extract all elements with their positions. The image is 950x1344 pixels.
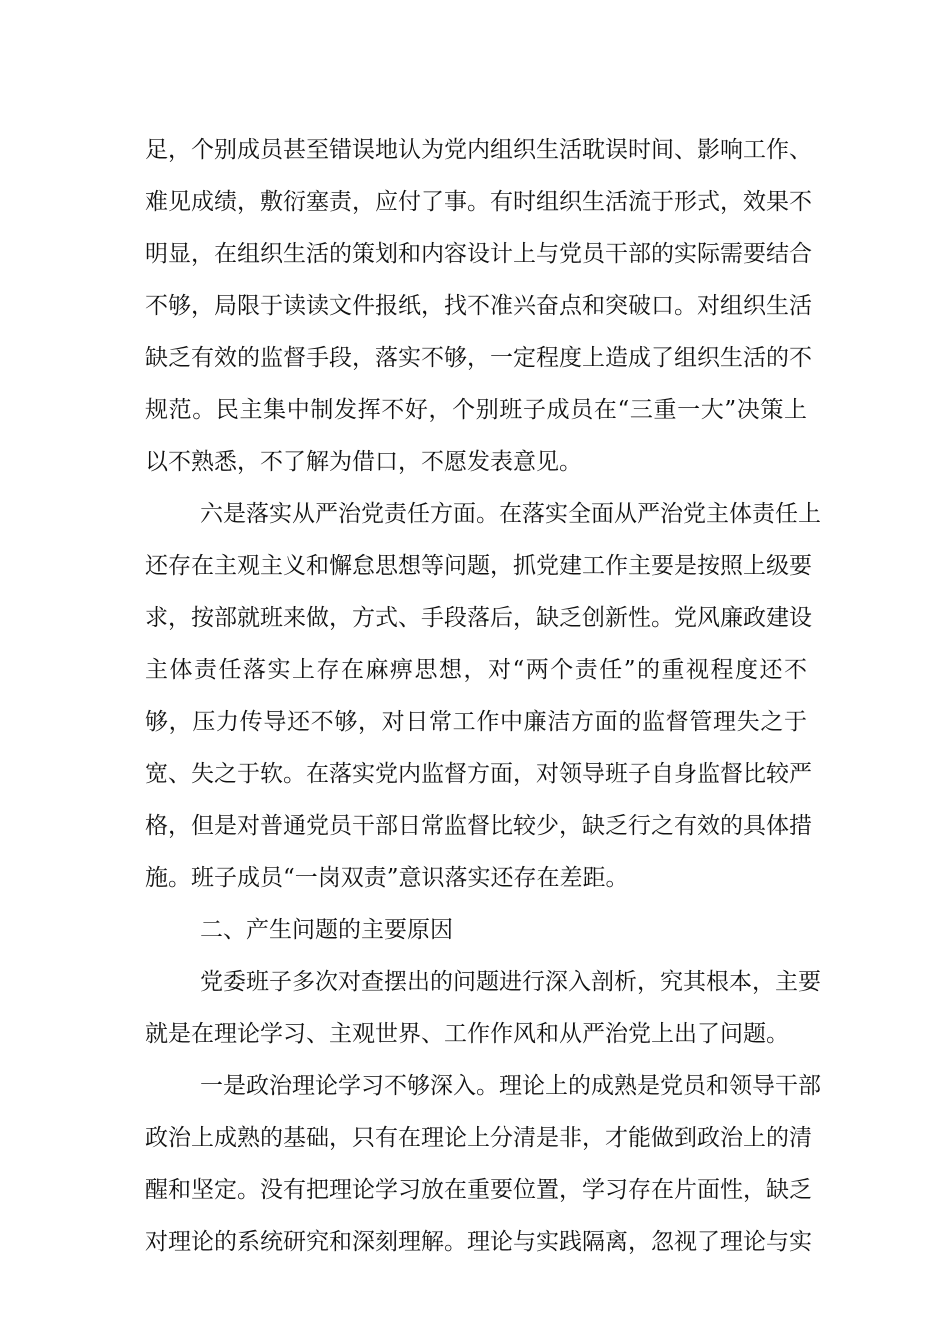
text-line: 难见成绩，敷衍塞责，应付了事。有时组织生活流于形式，效果不 xyxy=(145,189,812,215)
text-line: 格，但是对普通党员干部日常监督比较少，缺乏行之有效的具体措 xyxy=(145,813,812,839)
text-line: 就是在理论学习、主观世界、工作作风和从严治党上出了问题。 xyxy=(145,1021,789,1047)
text-line: 以不熟悉，不了解为借口，不愿发表意见。 xyxy=(145,449,582,475)
text-line: 对理论的系统研究和深刻理解。理论与实践隔离，忽视了理论与实 xyxy=(145,1229,812,1255)
text-line: 明显，在组织生活的策划和内容设计上与党员干部的实际需要结合 xyxy=(145,241,812,267)
text-line: 醒和坚定。没有把理论学习放在重要位置，学习存在片面性，缺乏 xyxy=(145,1177,812,1203)
text-line: 主体责任落实上存在麻痹思想，对“两个责任”的重视程度还不 xyxy=(145,657,807,683)
text-line: 够，压力传导还不够，对日常工作中廉洁方面的监督管理失之于 xyxy=(145,709,807,735)
text-line: 不够，局限于读读文件报纸，找不准兴奋点和突破口。对组织生活 xyxy=(145,293,812,319)
text-line: 党委班子多次对查摆出的问题进行深入剖析，究其根本，主要 xyxy=(200,969,821,995)
section-heading: 二、产生问题的主要原因 xyxy=(200,917,453,943)
text-line: 缺乏有效的监督手段，落实不够，一定程度上造成了组织生活的不 xyxy=(145,345,812,371)
text-line: 宽、失之于软。在落实党内监督方面，对领导班子自身监督比较严 xyxy=(145,761,812,787)
text-line: 规范。民主集中制发挥不好，个别班子成员在“三重一大”决策上 xyxy=(145,397,807,423)
text-line: 一是政治理论学习不够深入。理论上的成熟是党员和领导干部 xyxy=(200,1073,821,1099)
text-line: 求，按部就班来做，方式、手段落后，缺乏创新性。党风廉政建设 xyxy=(145,605,812,631)
text-line: 还存在主观主义和懈怠思想等问题，抓党建工作主要是按照上级要 xyxy=(145,553,812,579)
text-line: 足，个别成员甚至错误地认为党内组织生活耽误时间、影响工作、 xyxy=(145,137,812,163)
text-line: 政治上成熟的基础，只有在理论上分清是非，才能做到政治上的清 xyxy=(145,1125,812,1151)
text-line: 六是落实从严治党责任方面。在落实全面从严治党主体责任上 xyxy=(200,501,821,527)
text-line: 施。班子成员“一岗双责”意识落实还存在差距。 xyxy=(145,865,629,891)
